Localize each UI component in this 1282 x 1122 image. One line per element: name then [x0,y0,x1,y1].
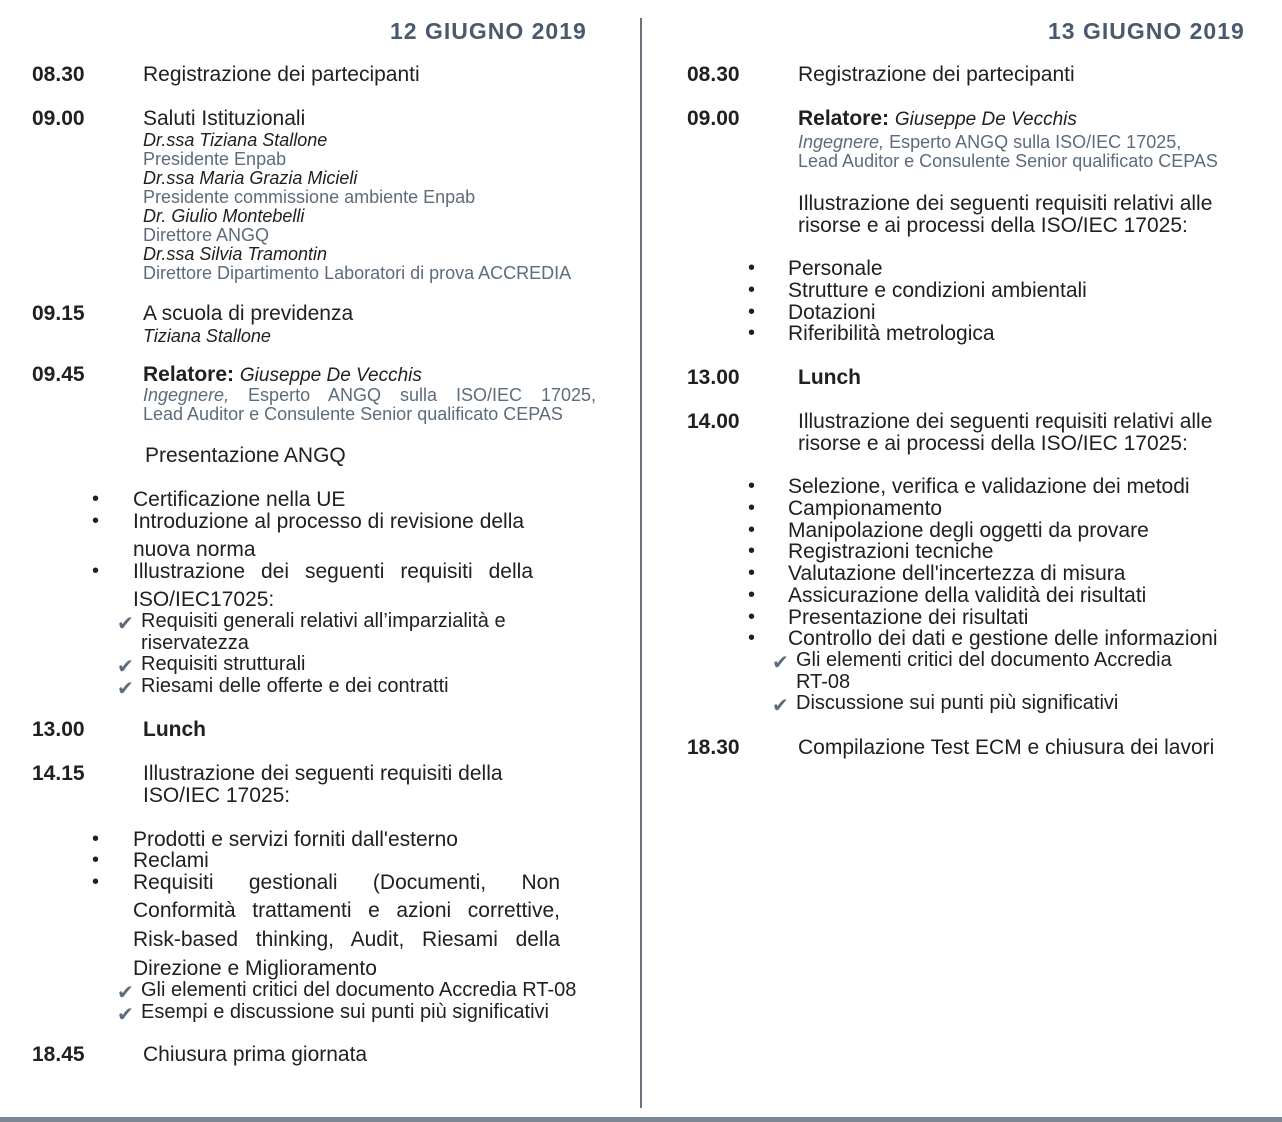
speaker-name: Tiziana Stallone [143,326,271,346]
guest-role: Presidente commissione ambiente Enpab [143,187,476,207]
time-0830: 08.30 [687,63,740,86]
check-mark-icon: ✔ [117,982,134,1004]
check-item-cont: RT-08 [796,671,851,693]
check-item: Gli elementi critici del documento Accredia [796,649,1172,671]
day-2-date: 13 GIUGNO 2019 [1048,18,1245,44]
column-divider [640,18,642,1108]
time-1300: 13.00 [32,718,85,741]
bullet-item: Manipolazione degli oggetti da provare [788,519,1149,542]
bottom-rule [0,1117,1282,1122]
check-mark-icon: ✔ [117,656,134,678]
relatore-label: Relatore: [143,363,235,386]
bullet-mark: • [92,828,100,850]
time-1400: 14.00 [687,410,740,433]
check-mark-icon: ✔ [772,695,789,717]
bullet-item: Controllo dei dati e gestione delle informazioni [788,627,1218,650]
bullet-item-cont: Conformità trattamenti e azioni correttive, [133,899,560,922]
speaker-role: Lead Auditor e Consulente Senior qualificato CEPAS [798,151,1218,171]
bullet-mark: • [748,584,756,606]
bullet-item: Assicurazione della validità dei risultati [788,584,1147,607]
bullet-item: Prodotti e servizi forniti dall'esterno [133,828,458,851]
time-1300: 13.00 [687,366,740,389]
speaker-role: Lead Auditor e Consulente Senior qualificato CEPAS [143,404,563,424]
bullet-item: Certificazione nella UE [133,488,346,511]
day-1-date: 12 GIUGNO 2019 [390,18,587,44]
guest-role: Direttore ANGQ [143,225,270,245]
bullet-item-cont: Direzione e Miglioramento [133,957,377,980]
session-title: Illustrazione dei seguenti requisiti relativi alle [798,410,1213,433]
guest-role: Presidente Enpab [143,149,287,169]
bullet-mark: • [92,488,100,510]
time-1845: 18.45 [32,1043,85,1066]
speaker-line [798,107,1077,131]
speaker-role [798,132,1181,153]
bullet-mark: • [748,562,756,584]
session-title: Saluti Istituzionali [143,107,306,130]
check-mark-icon: ✔ [117,613,134,635]
bullet-mark: • [748,606,756,628]
guest-name: Dr.ssa Tiziana Stallone [143,130,328,150]
bullet-mark: • [92,560,100,582]
bullet-mark: • [92,510,100,532]
bullet-item: Personale [788,257,883,280]
bullet-item: Dotazioni [788,301,876,324]
bullet-item-cont: nuova norma [133,538,256,561]
bullet-item: Presentazione dei risultati [788,606,1029,629]
speaker-name: Giuseppe De Vecchis [894,109,1077,130]
check-item-cont: riservatezza [141,632,249,654]
bullet-item: Strutture e condizioni ambientali [788,279,1087,302]
bullet-item: Illustrazione dei seguenti requisiti della [133,560,533,583]
check-mark-icon: ✔ [117,1004,134,1026]
bullet-mark: • [748,519,756,541]
session-title-cont: ISO/IEC 17025: [143,784,291,807]
bullet-item: Campionamento [788,497,943,520]
speaker-role-italic: Ingegnere, [143,385,230,405]
bullet-mark: • [748,540,756,562]
bullet-mark: • [748,627,756,649]
time-0945: 09.45 [32,363,85,386]
check-item: Requisiti generali relativi all’imparzialità e [141,610,506,632]
bullet-item: Selezione, verifica e validazione dei metodi [788,475,1190,498]
speaker-role-text: Esperto ANGQ sulla ISO/IEC 17025, [889,132,1182,152]
check-mark-icon: ✔ [117,678,134,700]
session-title: Lunch [798,366,861,389]
speaker-role [143,385,596,406]
session-title: A scuola di previdenza [143,302,354,325]
check-item: Esempi e discussione sui punti più significativi [141,1001,549,1023]
session-title: Chiusura prima giornata [143,1043,368,1066]
bullet-mark: • [748,279,756,301]
session-title: Compilazione Test ECM e chiusura dei lavori [798,736,1215,759]
session-intro: Illustrazione dei seguenti requisiti relativi alle [798,192,1213,215]
check-item: Riesami delle offerte e dei contratti [141,675,449,697]
bullet-mark: • [92,871,100,893]
speaker-line [143,363,422,387]
session-intro: Presentazione ANGQ [145,444,346,467]
session-title: Registrazione dei partecipanti [143,63,420,86]
bullet-mark: • [748,497,756,519]
time-1415: 14.15 [32,762,85,785]
bullet-mark: • [748,257,756,279]
check-mark-icon: ✔ [772,652,789,674]
time-0915: 09.15 [32,302,85,325]
bullet-item: Riferibilità metrologica [788,322,995,345]
session-title-cont: risorse e ai processi della ISO/IEC 17025: [798,432,1188,455]
bullet-item: Registrazioni tecniche [788,540,994,563]
time-0830: 08.30 [32,63,85,86]
bullet-item: Introduzione al processo di revisione della [133,510,525,533]
time-1830: 18.30 [687,736,740,759]
time-0900: 09.00 [687,107,740,130]
speaker-name: Giuseppe De Vecchis [239,365,422,386]
guest-role: Direttore Dipartimento Laboratori di prova ACCREDIA [143,263,572,283]
bullet-item: Reclami [133,849,209,872]
bullet-mark: • [92,849,100,871]
guest-name: Dr.ssa Silvia Tramontin [143,244,328,264]
bullet-mark: • [748,322,756,344]
session-title: Illustrazione dei seguenti requisiti della [143,762,503,785]
bullet-item-cont: Risk-based thinking, Audit, Riesami della [133,928,560,951]
guest-name: Dr.ssa Maria Grazia Micieli [143,168,358,188]
speaker-role-text: Esperto ANGQ sulla ISO/IEC 17025, [248,385,596,405]
relatore-label: Relatore: [798,107,890,130]
bullet-mark: • [748,301,756,323]
time-0900: 09.00 [32,107,85,130]
bullet-mark: • [748,475,756,497]
check-item: Requisiti strutturali [141,653,306,675]
bullet-item-cont: ISO/IEC17025: [133,588,275,611]
bullet-item: Requisiti gestionali (Documenti, Non [133,871,560,894]
session-title: Registrazione dei partecipanti [798,63,1075,86]
bullet-item: Valutazione dell'incertezza di misura [788,562,1126,585]
session-intro-cont: risorse e ai processi della ISO/IEC 17025: [798,214,1188,237]
guest-name: Dr. Giulio Montebelli [143,206,305,226]
speaker-role-italic: Ingegnere, [798,132,885,152]
check-item: Discussione sui punti più significativi [796,692,1119,714]
check-item: Gli elementi critici del documento Accredia RT-08 [141,979,577,1001]
session-title: Lunch [143,718,206,741]
